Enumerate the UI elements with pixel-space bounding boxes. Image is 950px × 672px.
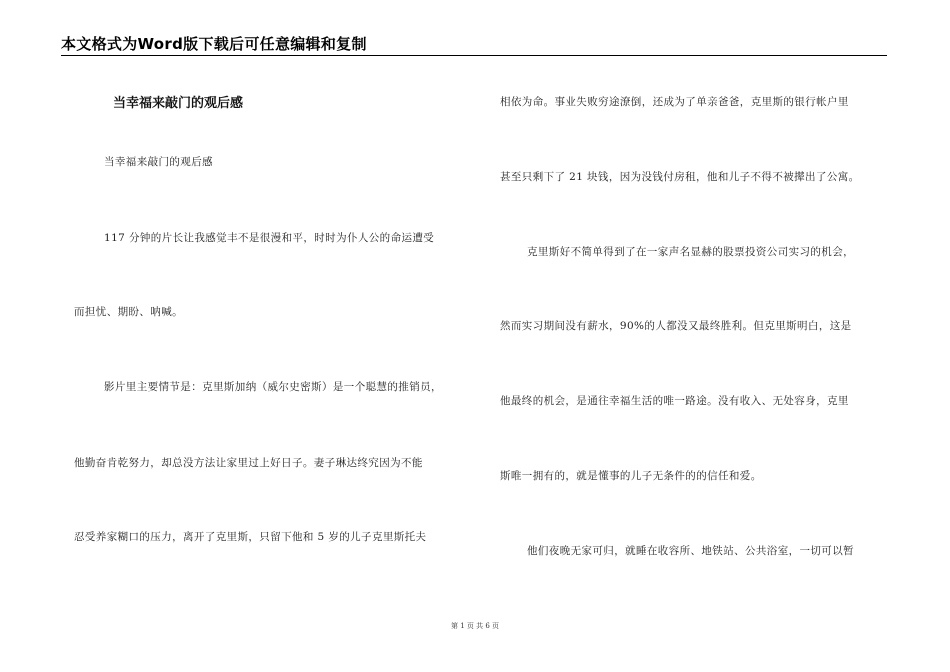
text-line: 当幸福来敲门的观后感	[104, 156, 213, 168]
header-divider	[61, 55, 887, 56]
text-line: 忍受养家糊口的压力，离开了克里斯，只留下他和 5 岁的儿子克里斯托夫	[74, 531, 427, 543]
text-line: 然而实习期间没有薪水，90%的人都没又最终胜利。但克里斯明白，这是	[500, 320, 852, 332]
text-line: 斯唯一拥有的，就是懂事的儿子无条件的的信任和爱。	[500, 470, 762, 482]
document-header-banner: 本文格式为Word版下载后可任意编辑和复制	[61, 35, 367, 53]
text-line: 影片里主要情节是：克里斯加纳（威尔史密斯）是一个聪慧的推销员，	[104, 381, 442, 393]
text-line: 他们夜晚无家可归，就睡在收容所、地铁站、公共浴室，一切可以暂	[527, 545, 854, 557]
page-number-footer: 第 1 页 共 6 页	[450, 622, 500, 630]
text-line: 他勤奋肯乾努力，却总没方法让家里过上好日子。妻子琳达终究因为不能	[74, 457, 423, 469]
text-line: 而担忧、期盼、呐喊。	[74, 306, 183, 318]
text-line: 甚至只剩下了 21 块钱，因为没钱付房租，他和儿子不得不被撵出了公寓。	[500, 171, 860, 183]
text-line: 他最终的机会，是通往幸福生活的唯一路途。没有收入、无处容身，克里	[500, 395, 849, 407]
text-line: 克里斯好不简单得到了在一家声名显赫的股票投资公司实习的机会，	[527, 246, 854, 258]
text-line: 相依为命。事业失败穷途潦倒，还成为了单亲爸爸，克里斯的银行帐户里	[500, 96, 849, 108]
text-line: 117 分钟的片长让我感觉丰不是很漫和平，时时为仆人公的命运遭受	[104, 232, 435, 244]
document-title: 当幸福来敲门的观后感	[113, 96, 244, 111]
